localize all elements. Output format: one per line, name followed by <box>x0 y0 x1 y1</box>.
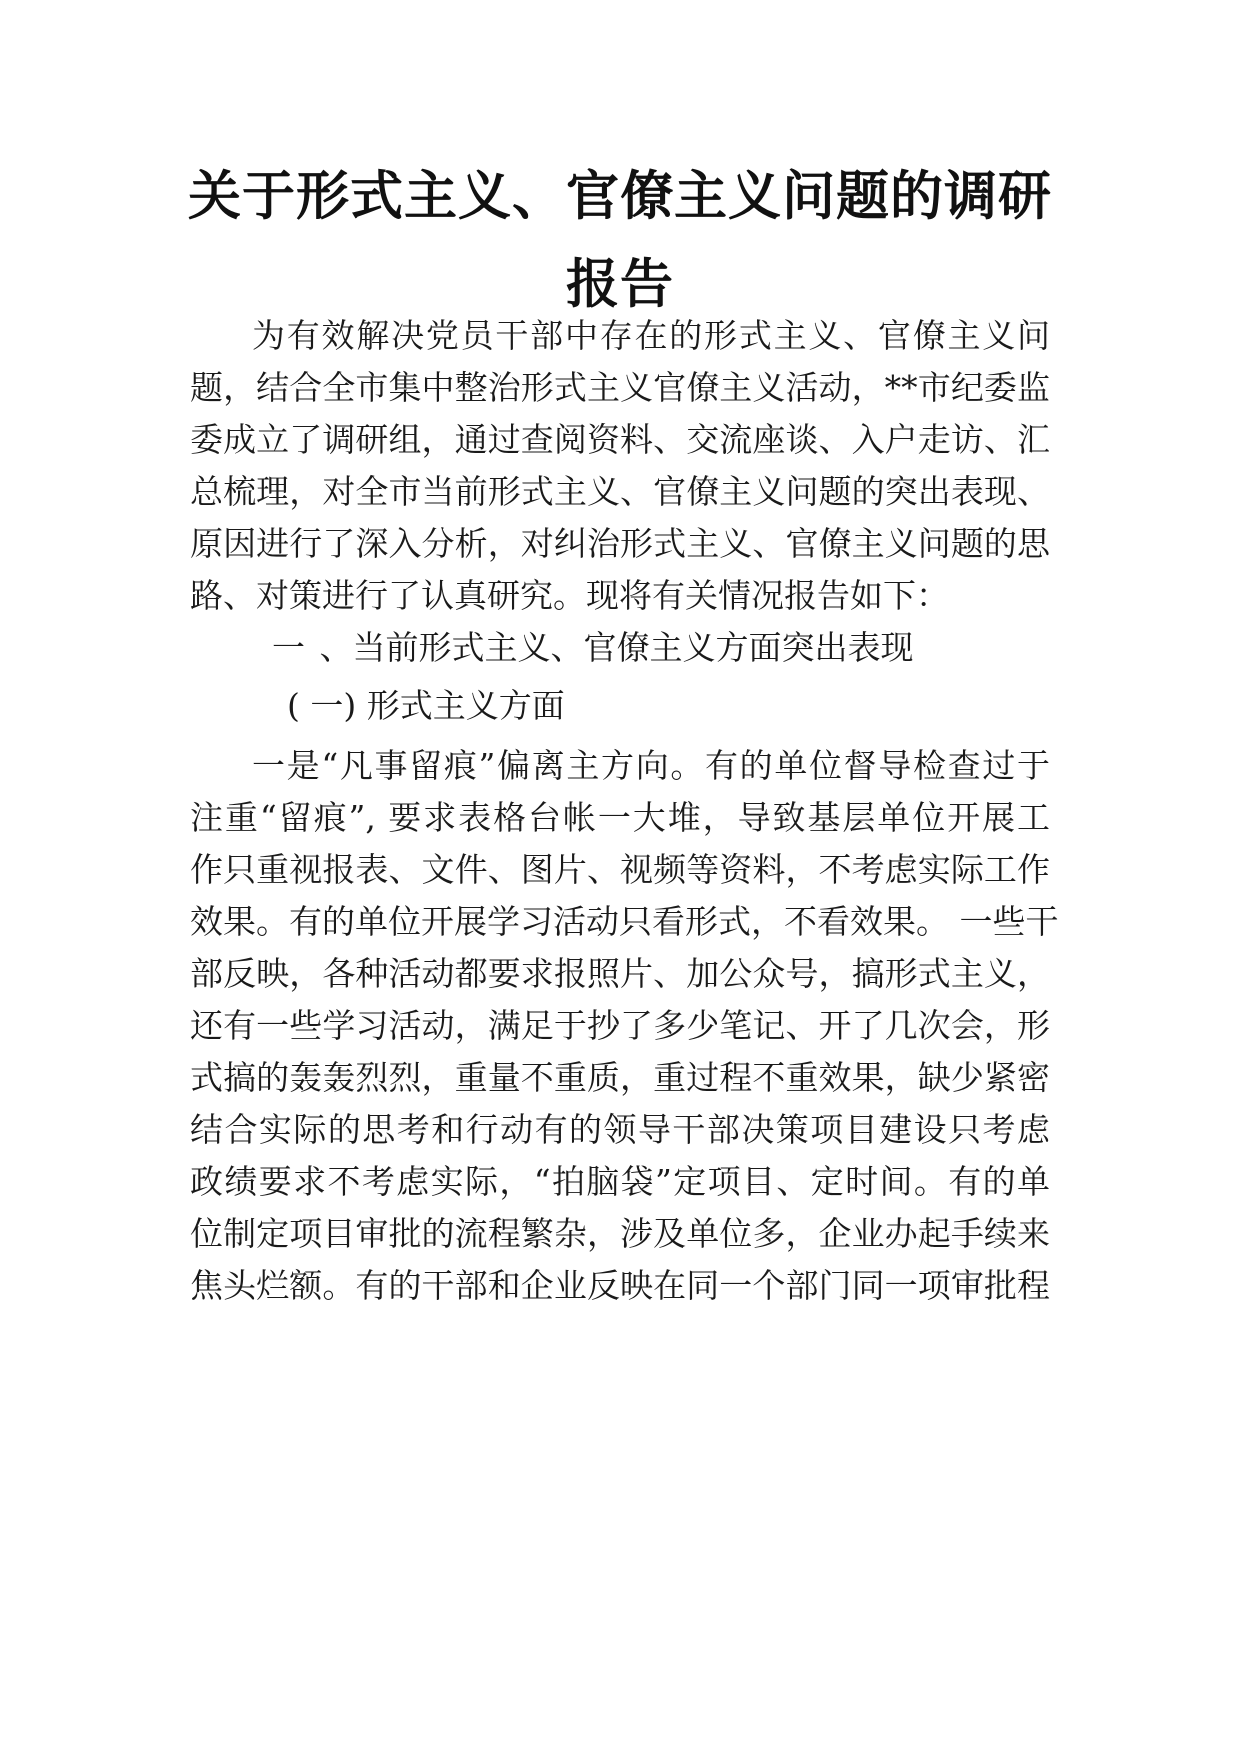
intro-line: 总梳理，对全市当前形式主义、官僚主义问题的突出表现、 <box>190 472 1050 511</box>
body-line: 一是“凡事留痕”偏离主方向。有的单位督导检查过于 <box>252 746 1050 785</box>
body-line: 结合实际的思考和行动有的领导干部决策项目建设只考虑 <box>190 1110 1050 1149</box>
section-heading: 一 、当前形式主义、官僚主义方面突出表现 <box>272 628 914 667</box>
body-line: 作只重视报表、文件、图片、视频等资料，不考虑实际工作 <box>190 850 1050 889</box>
body-line: 式搞的轰轰烈烈，重量不重质，重过程不重效果，缺少紧密 <box>190 1058 1050 1097</box>
body-line: 还有一些学习活动，满足于抄了多少笔记、开了几次会，形 <box>190 1006 1050 1045</box>
subsection-heading: ( 一) 形式主义方面 <box>287 686 565 725</box>
body-line: 注重“留痕”, 要求表格台帐一大堆，导致基层单位开展工 <box>190 798 1050 837</box>
intro-line: 为有效解决党员干部中存在的形式主义、官僚主义问 <box>252 316 1050 355</box>
intro-line: 原因进行了深入分析，对纠治形式主义、官僚主义问题的思 <box>190 524 1050 563</box>
body-line: 效果。有的单位开展学习活动只看形式，不看效果。 一些干 <box>190 902 1059 941</box>
body-line: 焦头烂额。有的干部和企业反映在同一个部门同一项审批程 <box>190 1266 1050 1305</box>
document-title-line-2: 报告 <box>566 254 674 315</box>
body-line: 位制定项目审批的流程繁杂，涉及单位多，企业办起手续来 <box>190 1214 1050 1253</box>
intro-line: 题，结合全市集中整治形式主义官僚主义活动，**市纪委监 <box>190 368 1050 407</box>
intro-line: 路、对策进行了认真研究。现将有关情况报告如下： <box>190 576 949 615</box>
body-line: 部反映，各种活动都要求报照片、加公众号，搞形式主义， <box>190 954 1050 993</box>
document-title-line-1: 关于形式主义、官僚主义问题的调研 <box>188 166 1052 227</box>
body-line: 政绩要求不考虑实际，“拍脑袋”定项目、定时间。有的单 <box>190 1162 1050 1201</box>
intro-line: 委成立了调研组，通过查阅资料、交流座谈、入户走访、汇 <box>190 420 1050 459</box>
